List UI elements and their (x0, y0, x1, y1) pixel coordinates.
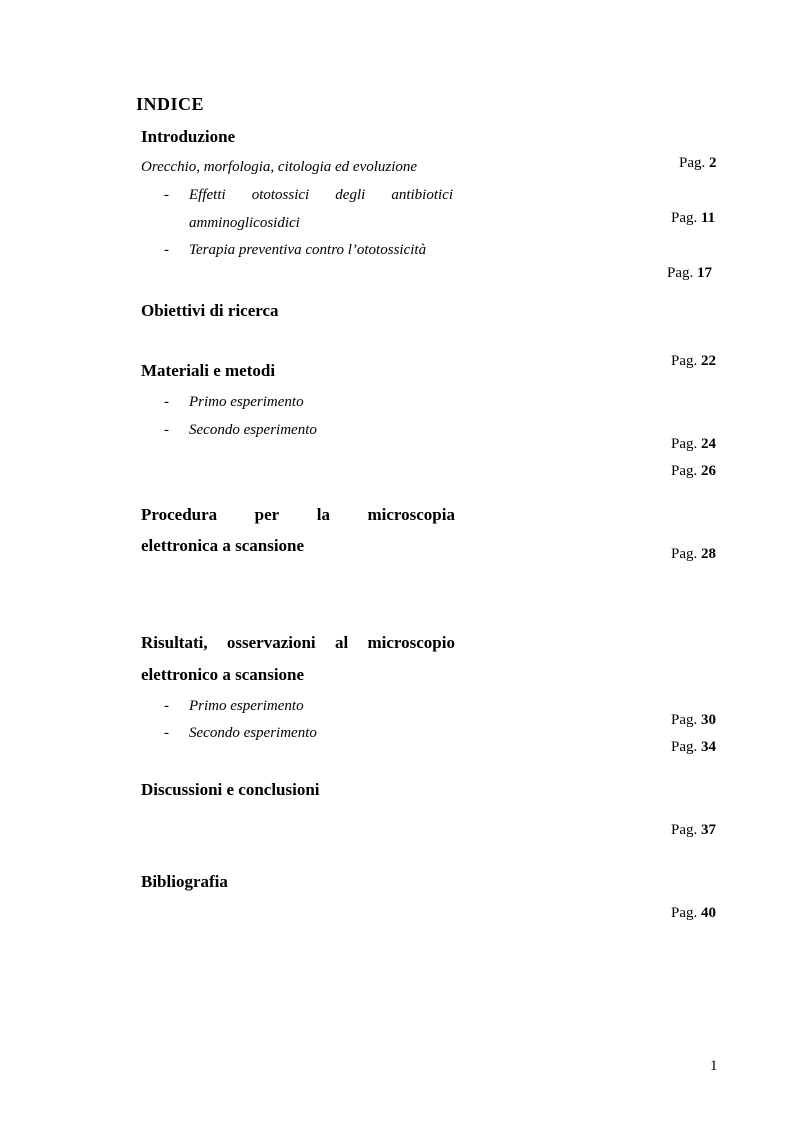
dash-marker: - (164, 187, 169, 203)
risultati-sub-primo: Primo esperimento (189, 698, 304, 714)
word: osservazioni (226, 633, 316, 652)
word: Risultati, (141, 633, 208, 652)
page-ref-22: Pag. 22 (671, 353, 716, 369)
dash-marker: - (164, 698, 169, 714)
section-risultati-heading-cont: elettronico a scansione (141, 665, 305, 684)
page-ref-28: Pag. 28 (671, 546, 716, 562)
word: microscopio (367, 633, 455, 652)
page-ref-30: Pag. 30 (671, 712, 716, 728)
page-ref-40: Pag. 40 (671, 905, 716, 921)
word: Effetti (189, 187, 226, 203)
dash-marker: - (164, 422, 169, 438)
intro-sub-effetti (189, 187, 453, 204)
intro-sub-orecchio: Orecchio, morfologia, citologia ed evoluzione (141, 159, 418, 175)
section-materiali-heading: Materiali e metodi (141, 361, 276, 380)
page-ref-26: Pag. 26 (671, 463, 716, 479)
word: per (254, 505, 280, 524)
section-bibliografia-heading: Bibliografia (141, 872, 228, 891)
section-obiettivi-heading: Obiettivi di ricerca (141, 301, 279, 320)
page-ref-17: Pag. 17 (667, 265, 712, 281)
word: microscopia (367, 505, 455, 524)
section-risultati-heading (141, 633, 455, 653)
page-ref-2: Pag. 2 (679, 155, 717, 171)
word: la (316, 505, 330, 524)
dash-marker: - (164, 242, 169, 258)
page-ref-24: Pag. 24 (671, 436, 716, 452)
page-ref-37: Pag. 37 (671, 822, 716, 838)
word: ototossici (251, 187, 310, 203)
section-procedura-heading (141, 505, 455, 525)
dash-marker: - (164, 394, 169, 410)
materiali-sub-primo: Primo esperimento (189, 394, 304, 410)
page-number: 1 (710, 1058, 718, 1074)
word: antibiotici (391, 187, 453, 203)
word: al (334, 633, 349, 652)
intro-sub-effetti-cont: amminoglicosidici (189, 215, 300, 231)
section-procedura-heading-cont: elettronica a scansione (141, 536, 305, 555)
materiali-sub-secondo: Secondo esperimento (189, 422, 317, 438)
dash-marker: - (164, 725, 169, 741)
word: Procedura (141, 505, 218, 524)
word: degli (335, 187, 366, 203)
page-ref-34: Pag. 34 (671, 739, 716, 755)
page-title: INDICE (136, 94, 205, 114)
section-discussioni-heading: Discussioni e conclusioni (141, 780, 320, 799)
page-ref-11: Pag. 11 (671, 210, 716, 226)
section-introduzione-heading: Introduzione (141, 127, 236, 146)
intro-sub-terapia: Terapia preventiva contro l’ototossicità (189, 242, 427, 258)
risultati-sub-secondo: Secondo esperimento (189, 725, 317, 741)
